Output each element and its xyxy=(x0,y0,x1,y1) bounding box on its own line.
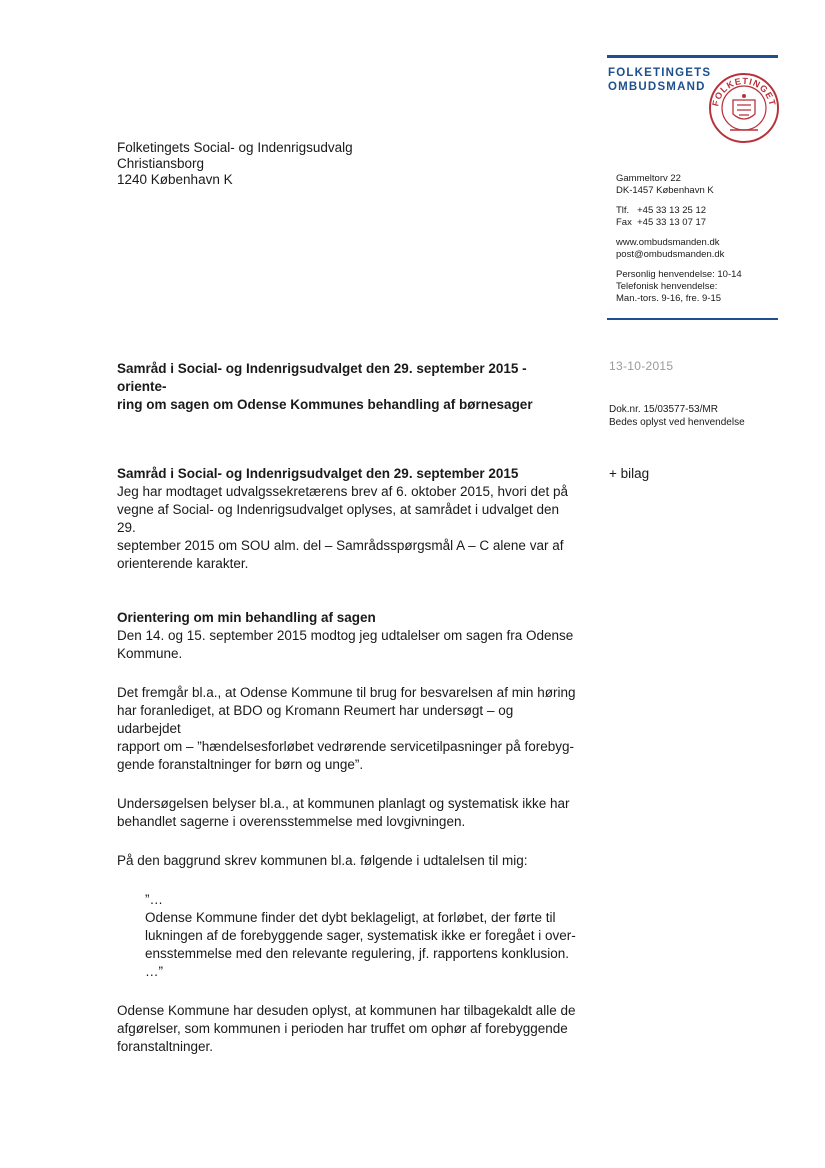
paragraph-3-line: Det fremgår bl.a., at Odense Kommune til brug for besvarelsen af min høring xyxy=(117,685,576,700)
quote-line: ”… xyxy=(145,892,163,907)
quote-line: Odense Kommune finder det dybt beklageligt, at forløbet, der førte til xyxy=(145,910,556,925)
recipient-address xyxy=(117,140,353,188)
brand-line-1: FOLKETINGETS xyxy=(608,67,712,79)
brand-line-2: OMBUDSMAND xyxy=(608,81,706,93)
paragraph-6-line: Odense Kommune har desuden oplyst, at kommunen har tilbagekaldt alle de xyxy=(117,1003,576,1018)
website-link[interactable]: www.ombudsmanden.dk xyxy=(616,237,720,248)
attachment-note: + bilag xyxy=(609,466,650,481)
subject-line-2: ring om sagen om Odense Kommunes behandling af børnesager xyxy=(117,397,533,412)
paragraph-3-line: gende foranstaltninger for børn og unge”. xyxy=(117,757,364,772)
header-rule-bottom xyxy=(607,318,778,320)
paragraph-5: På den baggrund skrev kommunen bl.a. følgende i udtalelsen til mig: xyxy=(117,853,528,868)
section1-line: Jeg har modtaget udvalgssekretærens brev af 6. oktober 2015, hvori det på xyxy=(117,484,569,499)
phone-number: Tlf. +45 33 13 25 12 xyxy=(616,205,707,216)
section1-line: orienterende karakter. xyxy=(117,556,249,571)
quote-line: lukningen af de forebyggende sager, systematisk ikke er foregået i over- xyxy=(145,928,576,943)
address-line-1: Gammeltorv 22 xyxy=(616,173,681,184)
block-quote xyxy=(117,891,577,981)
address-line-2: DK-1457 København K xyxy=(616,185,714,196)
paragraph-6-line: afgørelser, som kommunen i perioden har truffet om ophør af forebyggende xyxy=(117,1021,568,1036)
docnr-note: Bedes oplyst ved henvendelse xyxy=(609,417,745,428)
section2-line: Den 14. og 15. september 2015 modtog jeg udtalelser om sagen fra Odense xyxy=(117,628,574,643)
email-link[interactable]: post@ombudsmanden.dk xyxy=(616,249,725,260)
paragraph-6-line: foranstaltninger. xyxy=(117,1039,214,1054)
hours-line-1: Personlig henvendelse: 10-14 xyxy=(616,269,742,280)
document-number xyxy=(609,403,745,429)
contact-address xyxy=(616,173,781,197)
paragraph-4-line: Undersøgelsen belyser bl.a., at kommunen planlagt og systematisk ikke har xyxy=(117,796,570,811)
paragraph-3-line: rapport om – ”hændelsesforløbet vedrørende servicetilpasninger på forebyg- xyxy=(117,739,574,754)
docnr-value: Dok.nr. 15/03577-53/MR xyxy=(609,404,718,415)
letter-body xyxy=(117,360,577,1056)
fax-number: Fax +45 33 13 07 17 xyxy=(616,217,707,228)
paragraph-3-line: har foranlediget, at BDO og Kromann Reumert har undersøgt – og udarbejdet xyxy=(117,703,514,736)
section2-heading: Orientering om min behandling af sagen xyxy=(117,610,376,625)
recipient-line-1: Folketingets Social- og Indenrigsudvalg xyxy=(117,140,353,155)
contact-info xyxy=(616,173,781,313)
section1-line: september 2015 om SOU alm. del – Samrådsspørgsmål A – C alene var af xyxy=(117,538,564,553)
svg-text:FOLKETINGET: FOLKETINGET xyxy=(710,75,778,108)
subject-line-1: Samråd i Social- og Indenrigsudvalget den 29. september 2015 - oriente- xyxy=(117,361,527,394)
recipient-line-2: Christiansborg xyxy=(117,156,205,171)
contact-phones xyxy=(616,205,781,229)
header-rule-top xyxy=(607,55,778,58)
contact-online xyxy=(616,237,781,261)
section1-line: vegne af Social- og Indenrigsudvalget oplyses, at samrådet i udvalget den 29. xyxy=(117,502,560,535)
paragraph-4-line: behandlet sagerne i overensstemmelse med lovgivningen. xyxy=(117,814,466,829)
quote-line: …” xyxy=(145,964,163,979)
quote-line: ensstemmelse med den relevante regulering, jf. rapportens konklusion. xyxy=(145,946,569,961)
folketinget-seal-icon xyxy=(708,72,780,144)
letter-date: 13-10-2015 xyxy=(609,359,674,373)
hours-line-2: Telefonisk henvendelse: xyxy=(616,281,718,292)
hours-line-3: Man.-tors. 9-16, fre. 9-15 xyxy=(616,293,722,304)
recipient-line-3: 1240 København K xyxy=(117,172,233,187)
section2-line: Kommune. xyxy=(117,646,183,661)
ombudsman-logo-text xyxy=(608,66,711,94)
section1-heading: Samråd i Social- og Indenrigsudvalget den 29. september 2015 xyxy=(117,466,519,481)
contact-hours xyxy=(616,269,781,305)
